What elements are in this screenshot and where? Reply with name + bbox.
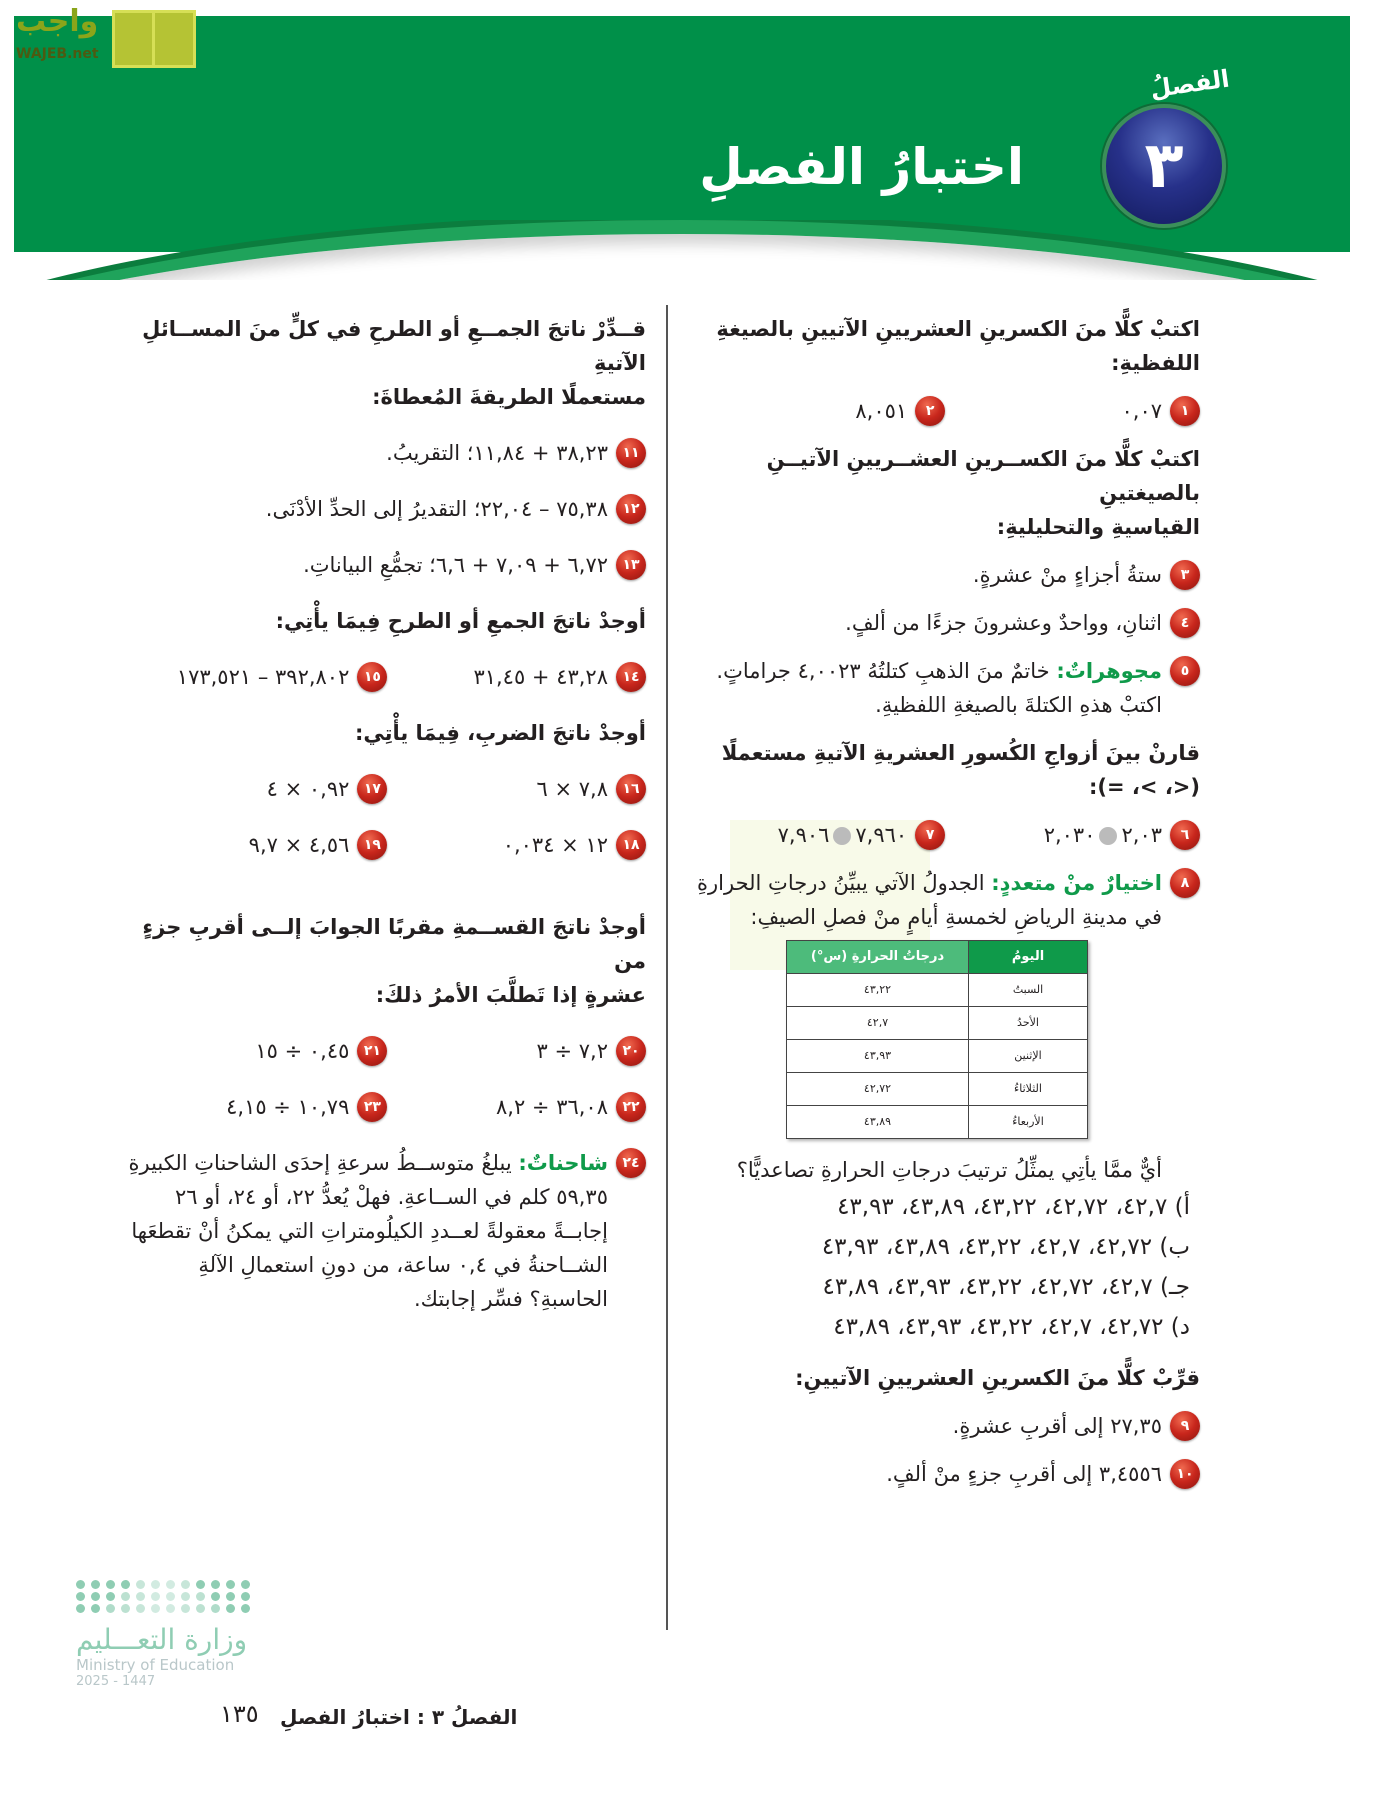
- value-b: ٧,٩٠٦: [777, 823, 830, 847]
- question-24-line: يمكنُ أنْ تقطعَها الشــاحنةُ في ٠,٤ ساعة، من دونِ: [131, 1219, 608, 1277]
- question-row: [128, 772, 646, 806]
- section-heading-line: قارنْ بينَ أزواجِ الكُسورِ العشريةِ الآتيةِ مستعملًا: [721, 741, 1200, 765]
- question-number: ١٠: [1170, 1459, 1200, 1489]
- question-16: [397, 772, 646, 806]
- day-cell: السبتُ: [969, 974, 1088, 1007]
- chapter-word: الفصلُ: [1148, 64, 1232, 104]
- question-10: [690, 1457, 1200, 1491]
- question-8-prompt: أيٌّ ممَّا يأتِي يمثِّلُ ترتيبَ درجاتِ الحرارةِ تصاعديًّا؟: [736, 1158, 1162, 1182]
- section-heading-line: اكتبْ كلًّا منَ الكســرينِ العشــريينِ الآتيــنِ بالصيغتينِ: [766, 447, 1200, 505]
- ministry-name-en: Ministry of Education: [76, 1656, 235, 1674]
- banner-curve: [14, 220, 1350, 280]
- compare-blank[interactable]: [1099, 827, 1117, 845]
- section-heading-line: (<، >، =):: [1089, 775, 1200, 799]
- ministry-dots-icon: [76, 1580, 256, 1613]
- section-heading: قرِّبْ كلًّا منَ الكسرينِ العشريينِ الآتيينِ:: [795, 1366, 1200, 1390]
- question-1: [955, 394, 1200, 428]
- option-d: د) ٤٢,٧٢، ٤٢,٧، ٤٣,٢٢، ٤٣,٩٣، ٤٣,٨٩: [833, 1314, 1190, 1340]
- question-11: [128, 436, 646, 470]
- question-number: ٢٠: [616, 1036, 646, 1066]
- compare-blank[interactable]: [833, 827, 851, 845]
- table-row: [787, 1040, 1088, 1073]
- question-number: ١٩: [357, 830, 387, 860]
- question-9: [690, 1409, 1200, 1443]
- keyword: اختيارٌ منْ متعددٍ:: [991, 871, 1162, 895]
- option-b: ب) ٤٢,٧٢، ٤٢,٧، ٤٣,٢٢، ٤٣,٨٩، ٤٣,٩٣: [821, 1234, 1190, 1260]
- question-number: ٢٤: [616, 1148, 646, 1178]
- question-text: ٤,٥٦ × ٩,٧: [248, 833, 350, 857]
- question-text: ٨,٠٥١: [855, 399, 908, 423]
- wajeb-logo: [10, 6, 190, 68]
- book-icon: [108, 6, 194, 66]
- question-text: ١٢ × ٠,٠٣٤: [502, 833, 608, 857]
- question-text: ٣٨,٢٣ + ١١,٨٤؛ التقريبُ.: [386, 441, 608, 465]
- question-text: ٧,٢ ÷ ٣: [536, 1039, 608, 1063]
- ministry-year: 2025 - 1447: [76, 1674, 156, 1689]
- question-text: ٢٧,٣٥ إلى أقربِ عشرةٍ.: [952, 1414, 1162, 1438]
- question-text: ٠,٩٢ × ٤: [266, 777, 350, 801]
- question-14: [397, 660, 646, 694]
- page-number: ١٣٥: [220, 1700, 259, 1728]
- question-number: ١٥: [357, 662, 387, 692]
- question-text: ٣٦,٠٨ ÷ ٨,٢: [496, 1095, 608, 1119]
- question-text: اثنانِ، وواحدٌ وعشرونَ جزءًا من ألفٍ.: [845, 611, 1162, 635]
- question-23: [139, 1090, 388, 1124]
- question-text: الجدولُ الآتي يبيِّنُ درجاتِ: [768, 871, 985, 895]
- table-row: [787, 1007, 1088, 1040]
- logo-text-en: WAJEB.net: [16, 46, 99, 62]
- question-7: [700, 818, 945, 852]
- question-24-line: ٢٤، أو ٢٦ إجابــةً معقولةً لعــددِ الكيلُومتراتِ التي: [175, 1185, 608, 1243]
- ministry-logo: [76, 1580, 256, 1689]
- question-text: ٧٥,٣٨ – ٢٢,٠٤؛ التقديرُ إلى الحدِّ الأدْنَى.: [265, 497, 608, 521]
- question-text: ٤٣,٢٨ + ٣١,٤٥: [473, 665, 608, 689]
- question-text: ١٠,٧٩ ÷ ٤,١٥: [226, 1095, 350, 1119]
- question-13: [128, 548, 646, 582]
- value-b: ٢,٠٣٠: [1043, 823, 1096, 847]
- question-20: [397, 1034, 646, 1068]
- table-row: [787, 1106, 1088, 1139]
- question-22: [397, 1090, 646, 1124]
- question-3: [690, 558, 1200, 592]
- day-cell: الأربعاءُ: [969, 1106, 1088, 1139]
- day-cell: الإثنين: [969, 1040, 1088, 1073]
- right-column: [690, 312, 1200, 1491]
- section-heading-line: قــدِّرْ ناتجَ الجمــعِ أو الطرحِ في كلٍّ منَ المســائلِ الآتيةِ: [142, 317, 646, 375]
- question-row: [128, 1034, 646, 1068]
- keyword: شاحناتٌ:: [518, 1151, 608, 1175]
- question-number: ١٤: [616, 662, 646, 692]
- question-5: [690, 654, 1200, 722]
- question-number: ١٨: [616, 830, 646, 860]
- question-number: ١٣: [616, 550, 646, 580]
- question-text: ٠,٠٧: [1121, 399, 1162, 423]
- question-19: [139, 828, 388, 862]
- temp-cell: ٤٣,٨٩: [787, 1106, 969, 1139]
- day-cell: الأحدُ: [969, 1007, 1088, 1040]
- question-row: [128, 828, 646, 862]
- question-number: ٥: [1170, 656, 1200, 686]
- value-a: ٢,٠٣: [1121, 823, 1162, 847]
- section-heading: اكتبْ كلًّا منَ الكسرينِ العشريينِ الآتيينِ بالصيغةِ اللفظيةِ:: [716, 317, 1200, 375]
- question-number: ١٦: [616, 774, 646, 804]
- question-number: ٣: [1170, 560, 1200, 590]
- question-row: [690, 394, 1200, 428]
- left-column: [128, 312, 646, 1316]
- question-text: ٠,٤٥ ÷ ١٥: [255, 1039, 350, 1063]
- question-18: [397, 828, 646, 862]
- question-12: [128, 492, 646, 526]
- question-row: [128, 660, 646, 694]
- question-text: ٣,٤٥٥٦ إلى أقربِ جزءٍ منْ ألفٍ.: [886, 1462, 1162, 1486]
- question-5-cont: جراماتٍ. اكتبْ هذهِ الكتلةَ بالصيغةِ اللفظيةِ.: [716, 659, 1162, 717]
- question-number: ١٧: [357, 774, 387, 804]
- table-header: اليومُ: [969, 941, 1088, 974]
- question-24: [128, 1146, 646, 1316]
- section-heading: [128, 910, 646, 1012]
- chapter-number-badge: ٣: [1102, 104, 1226, 228]
- question-number: ١: [1170, 396, 1200, 426]
- option-a: أ) ٤٢,٧، ٤٢,٧٢، ٤٣,٢٢، ٤٣,٨٩، ٤٣,٩٣: [837, 1194, 1190, 1220]
- question-number: ٧: [915, 820, 945, 850]
- question-8-cont: الحرارةِ في مدينةِ الرياضِ لخمسةِ أيامٍ منْ فصلِ الصيفِ:: [697, 871, 1162, 929]
- question-number: ٢٣: [357, 1092, 387, 1122]
- section-heading-line: أوجدْ ناتجَ القســمةِ مقربًا الجوابَ إلــى أقربِ جزءٍ من: [142, 915, 646, 973]
- question-number: ٦: [1170, 820, 1200, 850]
- table-row: [787, 1073, 1088, 1106]
- page-title: اختبارُ الفصلِ: [699, 138, 1024, 196]
- question-number: ٢١: [357, 1036, 387, 1066]
- keyword: مجوهراتٌ:: [1056, 659, 1162, 683]
- question-4: [690, 606, 1200, 640]
- question-2: [700, 394, 945, 428]
- temp-cell: ٤٢,٧٢: [787, 1073, 969, 1106]
- question-17: [139, 772, 388, 806]
- temp-cell: ٤٢,٧: [787, 1007, 969, 1040]
- question-6: [955, 818, 1200, 852]
- section-heading: أوجدْ ناتجَ الضربِ، فِيمَا يأْتِي:: [354, 721, 646, 745]
- day-cell: الثلاثاءُ: [969, 1073, 1088, 1106]
- temperature-table: [786, 940, 1088, 1139]
- question-21: [139, 1034, 388, 1068]
- section-heading-line: مستعملًا الطريقةَ المُعطاةَ:: [372, 385, 646, 409]
- option-c: جـ) ٤٢,٧، ٤٢,٧٢، ٤٣,٢٢، ٤٣,٩٣، ٤٣,٨٩: [822, 1274, 1190, 1300]
- question-15: [139, 660, 388, 694]
- question-24-line: يبلغُ متوســطُ سرعةِ إحدَى الشاحناتِ: [194, 1151, 512, 1175]
- question-text: ٣٩٢,٨٠٢ – ١٧٣,٥٢١: [176, 665, 350, 689]
- question-text: ٦,٧٢ + ٧,٠٩ + ٦,٦؛ تجمُّعِ البياناتِ.: [303, 553, 608, 577]
- question-text: ستةُ أجزاءٍ منْ عشرةٍ.: [972, 563, 1162, 587]
- question-number: ٩: [1170, 1411, 1200, 1441]
- table-header: درجاتُ الحرارةِ (س°): [787, 941, 969, 974]
- logo-text-ar: واجب: [16, 4, 99, 39]
- section-heading: [690, 736, 1200, 804]
- temp-cell: ٤٣,٩٣: [787, 1040, 969, 1073]
- question-text: ٧,٨ × ٦: [536, 777, 608, 801]
- section-heading: [128, 312, 646, 414]
- question-24-line: الكبيرةِ ٥٩,٣٥ كلم في الســاعةِ. فهلْ يُعدُّ ٢٢، أو: [128, 1151, 608, 1209]
- question-row: [690, 818, 1200, 852]
- question-number: ٢٢: [616, 1092, 646, 1122]
- question-text: خاتمٌ منَ الذهبِ كتلتُهُ ٤,٠٠٢٣: [797, 659, 1050, 683]
- question-number: ١١: [616, 438, 646, 468]
- section-heading: أوجدْ ناتجَ الجمعِ أو الطرحِ فِيمَا يأْتِي:: [275, 609, 646, 633]
- footer-chapter-label: الفصلُ ٣ : اختبارُ الفصلِ: [280, 1705, 518, 1729]
- question-number: ٨: [1170, 868, 1200, 898]
- ministry-name-ar: وزارة التعـــليم: [76, 1623, 248, 1656]
- section-heading-line: القياسيةِ والتحليليةِ:: [996, 515, 1200, 539]
- question-number: ١٢: [616, 494, 646, 524]
- question-24-line: استعمالِ الآلةِ الحاسبةِ؟ فسِّر إجابتك.: [198, 1253, 608, 1311]
- value-a: ٧,٩٦٠: [855, 823, 908, 847]
- temp-cell: ٤٣,٢٢: [787, 974, 969, 1007]
- column-divider: [666, 305, 668, 1630]
- question-number: ٢: [915, 396, 945, 426]
- question-number: ٤: [1170, 608, 1200, 638]
- section-heading-line: عشرةٍ إذا تَطلَّبَ الأمرُ ذلكَ:: [375, 983, 646, 1007]
- table-row: [787, 974, 1088, 1007]
- question-row: [128, 1090, 646, 1124]
- section-heading: [690, 442, 1200, 544]
- question-8: [690, 866, 1200, 934]
